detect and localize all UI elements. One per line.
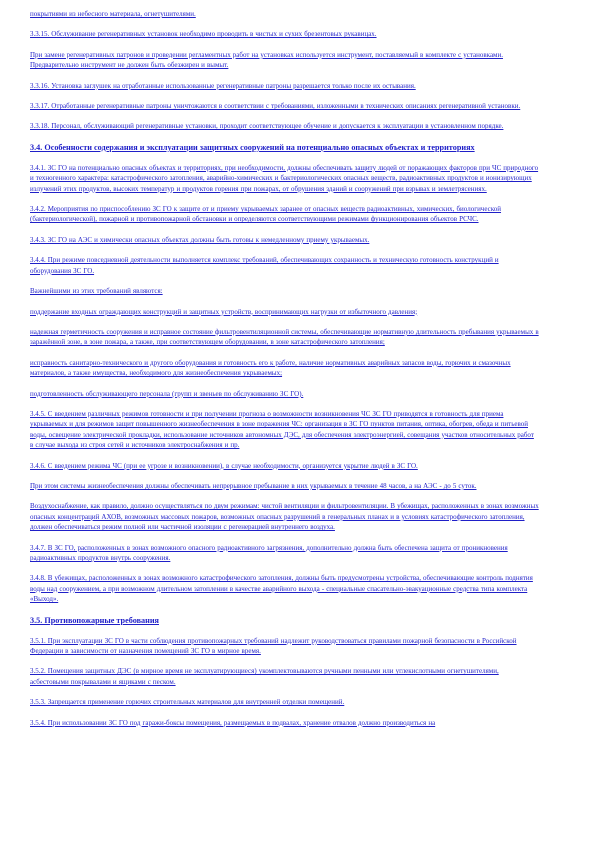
paragraph: 3.5.2. Помещения защитных ДЭС (в мирное время не эксплуатирующиеся) укомплектовываются ручными пенными или углекислотными огнетушителями, асбестовыми покрывалами и ящиками с песком. — [30, 667, 499, 686]
paragraph: 3.4.7. В ЗС ГО, расположенных в зонах возможного опасного радиоактивного загрязнения, дополнительно должна быть обеспечена защита от проникновения радиоактивных продуктов внутрь сооружения. — [30, 543, 508, 562]
paragraph: 3.4.6. С введением режима ЧС (при ее угрозе и возникновении), в случае необходимости, организуется укрытие людей в ЗС ГО. — [30, 461, 418, 470]
paragraph: 3.3.18. Персонал, обслуживающий регенеративные установки, проходит соответствующее обучение и допускается к эксплуатации в установленном порядке. — [30, 122, 504, 131]
paragraph: покрытиями из небесного материала, огнетушителями. — [30, 10, 196, 18]
paragraph: Важнейшими из этих требований являются: — [30, 287, 163, 296]
paragraph: 3.5.1. При эксплуатации ЗС ГО в части соблюдения противопожарных требований надлежит руководствоваться правилами пожарной безопасности в Российской Федерации в зависимости от назначения помещений ЗС ГО в мирное время. — [30, 636, 517, 656]
paragraph: 3.4.8. В убежищах, расположенных в зонах возможного катастрофического затопления, должны быть предусмотрены устройства, обеспечивающие контроль поднятия воды над сооружением, а при возможном длительном затоплении в качестве аварийного выхода - специальные спасательно-эвакуационные средства типа комплекта «Выход». — [30, 574, 533, 604]
paragraph: надежная герметичность сооружения и исправное состояние фильтровентиляционной системы, обеспечивающие нормативную длительность пребывания укрываемых в заражённой зоне, в зоне пожара, а также, при соответствующем оборудовании, в зоне катастрофического затопления; — [30, 327, 539, 347]
paragraph: 3.4.1. ЗС ГО на потенциально опасных объектах и территориях, при необходимости, должны обеспечивать защиту людей от поражающих факторов при ЧС природного и техногенного характера: катастрофического затопления, аварийно-химических и бактериологических опасных веществ, радиоактивных продуктов и ионизирующих излучений этих продуктов, высоких температур и продуктов горения при пожарах, от обрушения зданий и сооружений при взрывах и землетрясениях. — [30, 163, 539, 193]
paragraph: 3.3.17. Отработанные регенеративные патроны уничтожаются в соответствии с требованиями, изложенными в технических описаниях регенеративной установки. — [30, 102, 521, 111]
paragraph: подготовленность обслуживающего персонала (групп и звеньев по обслуживанию ЗС ГО). — [30, 389, 304, 398]
paragraph: поддержание входных ограждающих конструкций и защитных устройств, воспринимающих нагрузки от избыточного давления; — [30, 307, 418, 316]
paragraph: При замене регенеративных патронов и проведении регламентных работ на установках используется инструмент, поставляемый в комплекте с установками. Предварительно инструмент не должен быть обезжирен и вымыт. — [30, 50, 503, 70]
section-heading: 3.4. Особенности содержания и эксплуатации защитных сооружений на потенциально опасных объектах и территориях — [30, 142, 475, 152]
paragraph: 3.4.2. Мероприятия по приспособлению ЗС ГО к защите от и приему укрываемых заранее от опасных веществ радиоактивных, химических, биологической (бактериологической), пожарной и противопожарной обстановки и определяются соответствующими режимами функционирования объектов РСЧС. — [30, 205, 502, 224]
paragraph: 3.4.4. При режиме повседневной деятельности выполняется комплекс требований, обеспечивающих сохранность и техническую готовность конструкций и оборудования ЗС ГО. — [30, 256, 499, 275]
paragraph: 3.3.16. Установка заглушек на отработанные использованные регенеративные патроны разрешается только после их остывания. — [30, 81, 416, 90]
paragraph: 3.5.4. При использовании ЗС ГО под гаражи-боксы помещения, размещаемых в подвалах, хранение отвалов должно производиться на — [30, 718, 436, 727]
paragraph: 3.4.3. ЗС ГО на АЭС и химически опасных объектах должны быть готовы к немедленному приему укрываемых. — [30, 235, 370, 244]
paragraph: 3.3.15. Обслуживание регенеративных установок необходимо проводить в чистых и сухих брезентовых рукавицах. — [30, 30, 377, 39]
paragraph: При этом системы жизнеобеспечения должны обеспечивать непрерывное пребывание в них укрываемых в течение 48 часов, а на АЭС - до 5 суток. — [30, 481, 477, 490]
paragraph: Воздухоснабжение, как правило, должно осуществляться по двум режимам: чистой вентиляции и фильтровентиляции. В убежищах, расположенных в зонах возможных опасных концентраций АХОВ, возможных массовых пожаров, возможных опасных разрушений в генеральных планах и в условиях катастрофического затопления, должен обеспечиваться режим полной или частичной изоляции с регенерацией внутреннего воздуха. — [30, 502, 539, 532]
section-heading: 3.5. Противопожарные требования — [30, 615, 159, 625]
paragraph: 3.5.3. Запрещается применение горючих строительных материалов для внутренней отделки помещений. — [30, 698, 345, 707]
paragraph: исправность санитарно-технического и другого оборудования и готовность его к работе, наличие нормативных аварийных запасов воды, горючих и смазочных материалов, а также имущества, необходимого для жизнеобеспечения укрываемых; — [30, 358, 511, 378]
paragraph: 3.4.5. С введением различных режимов готовности и при получении прогноза о возможности возникновения ЧС ЗС ГО приводятся в готовность для приема укрываемых и для режимов защит повышенного жизнеобеспечения в зоне поражения ЧС: организация в ЗС ГО пунктов питания, оптика, обогрев, обеда и питьевой воды, освещение электрической прокладки, использование источников автономных ДЭС, для обеспечения электроэнергией, совещания участков относительных работ в случае выхода из строя сетей и источников электроснабжения и пр. — [30, 409, 534, 450]
